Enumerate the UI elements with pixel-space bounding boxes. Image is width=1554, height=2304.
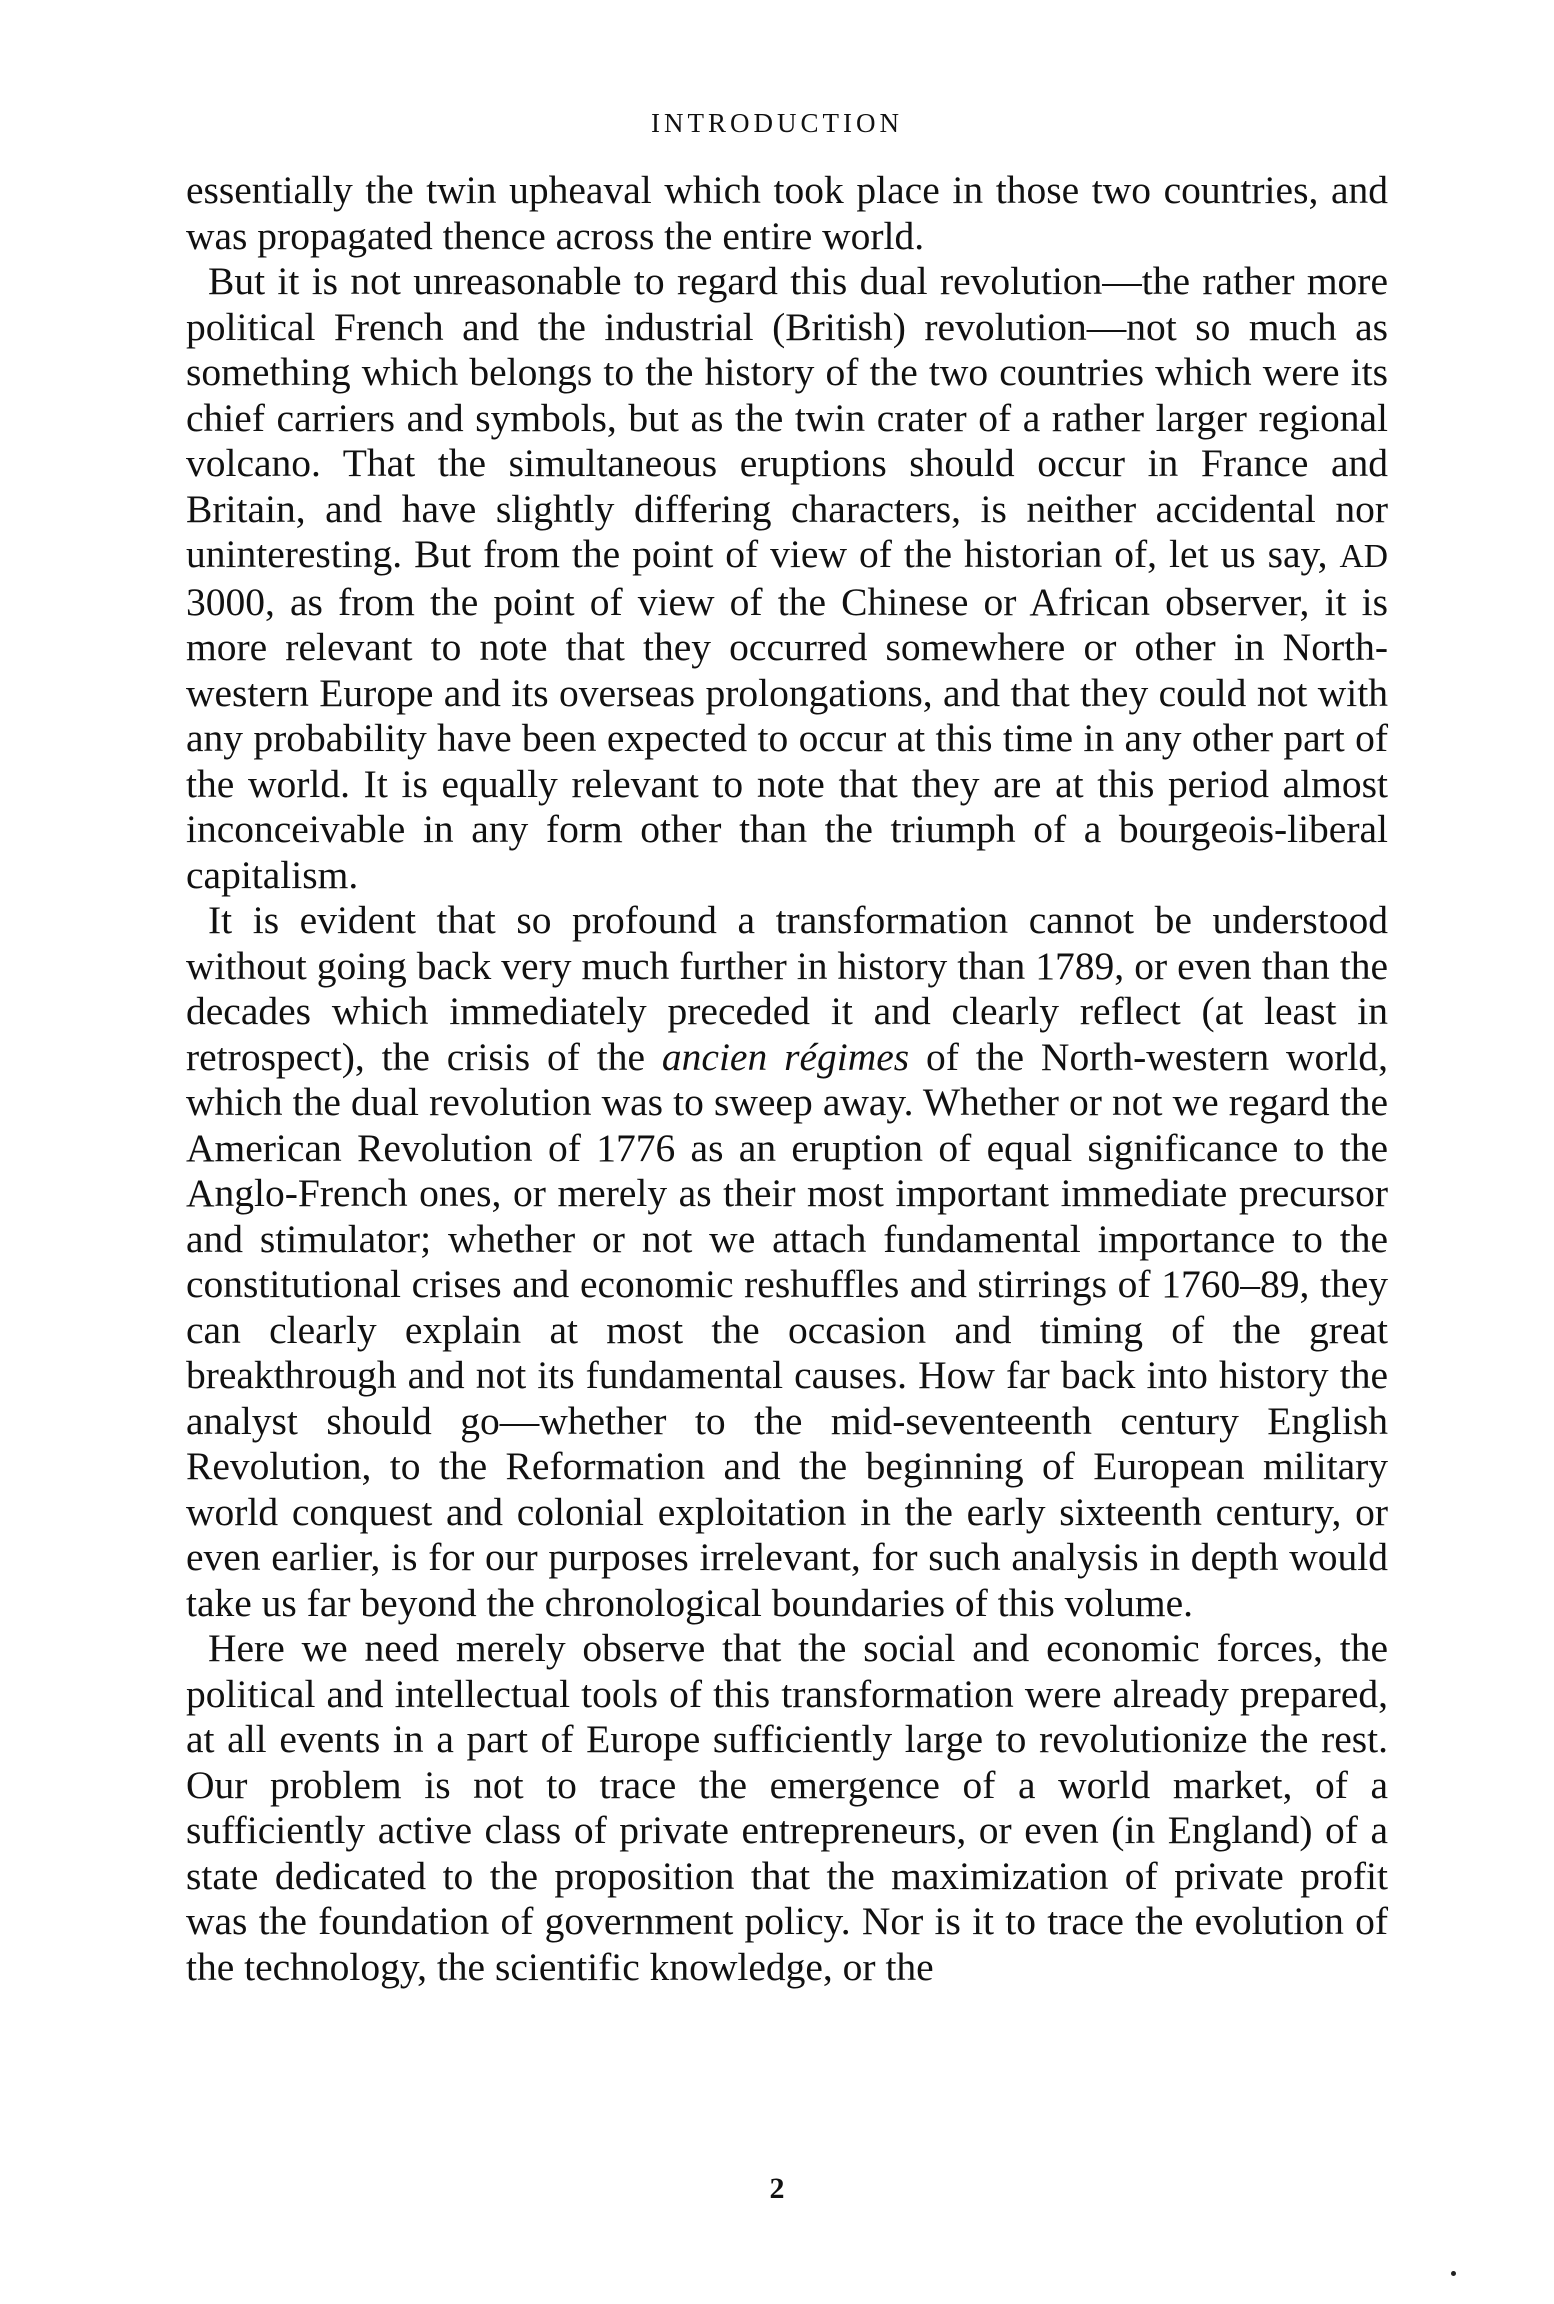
paragraph-1 <box>186 168 1388 259</box>
paragraph-4-text: Here we need merely observe that the social and economic forces, the political and intellectual tools of this transformation were already prepared, at all events in a part of Europe sufficiently large to revolutionize the rest. Our problem is not to trace the emergence of a world market, of a sufficiently active class of private entrepreneurs, or even (in England) of a state dedicated to the proposition that the maximization of private profit was the foundation of government policy. Nor is it to trace the evolution of the technology, the scientific knowledge, or the <box>186 1626 1388 1989</box>
paragraph-3-text-a: It is evident that so profound a transformation cannot be understood without going back very much further in history than 1789, or even than the decades which immediately preceded it and clearly reflect (at least in retrospect), the crisis of the <box>186 898 1388 1079</box>
era-abbreviation: AD <box>1339 538 1389 575</box>
running-head: INTRODUCTION <box>651 108 903 138</box>
paragraph-2 <box>186 259 1388 898</box>
body-text <box>186 168 1388 1990</box>
paragraph-2-text-a: But it is not unreasonable to regard this dual revolution—the rather more political French and the industrial (British) revolution—not so much as something which belongs to the history of the two countries which were its chief carriers and symbols, but as the twin crater of a rather larger regional volcano. That the simultaneous eruptions should occur in France and Britain, and have slightly differing characters, is neither accidental nor uninteresting. But from the point of view of the historian of, let us say, <box>186 259 1388 576</box>
italic-term: ancien régimes <box>661 1034 910 1079</box>
page-number: 2 <box>769 2172 785 2205</box>
paragraph-1-text: essentially the twin upheaval which took place in those two countries, and was propagated thence across the entire world. <box>186 168 1388 258</box>
paragraph-2-text-b: 3000, as from the point of view of the Chinese or African observer, it is more relevant to note that they occurred somewhere or other in North-western Europe and its overseas prolongations, and that they could not with any probability have been expected to occur at this time in any other part of the world. It is equally relevant to note that they are at this period almost inconceivable in any form other than the triumph of a bourgeois-liberal capitalism. <box>186 579 1388 897</box>
paragraph-3 <box>186 898 1388 1626</box>
paragraph-3-text-b: of the North-western world, which the dual revolution was to sweep away. Whether or not we regard the American Revolution of 1776 as an eruption of equal significance to the Anglo-French ones, or merely as their most important immediate precursor and stimulator; whether or not we attach fundamental importance to the constitutional crises and economic reshuffles and stirrings of 1760–89, they can clearly explain at most the occasion and timing of the great breakthrough and not its fundamental causes. How far back into history the analyst should go—whether to the mid-seventeenth century English Revolution, to the Reformation and the beginning of European military world conquest and colonial exploitation in the early sixteenth century, or even earlier, is for our purposes irrelevant, for such analysis in depth would take us far beyond the chronological boundaries of this volume. <box>186 1034 1388 1625</box>
paragraph-4 <box>186 1626 1388 1990</box>
scan-speck <box>1451 2271 1456 2276</box>
